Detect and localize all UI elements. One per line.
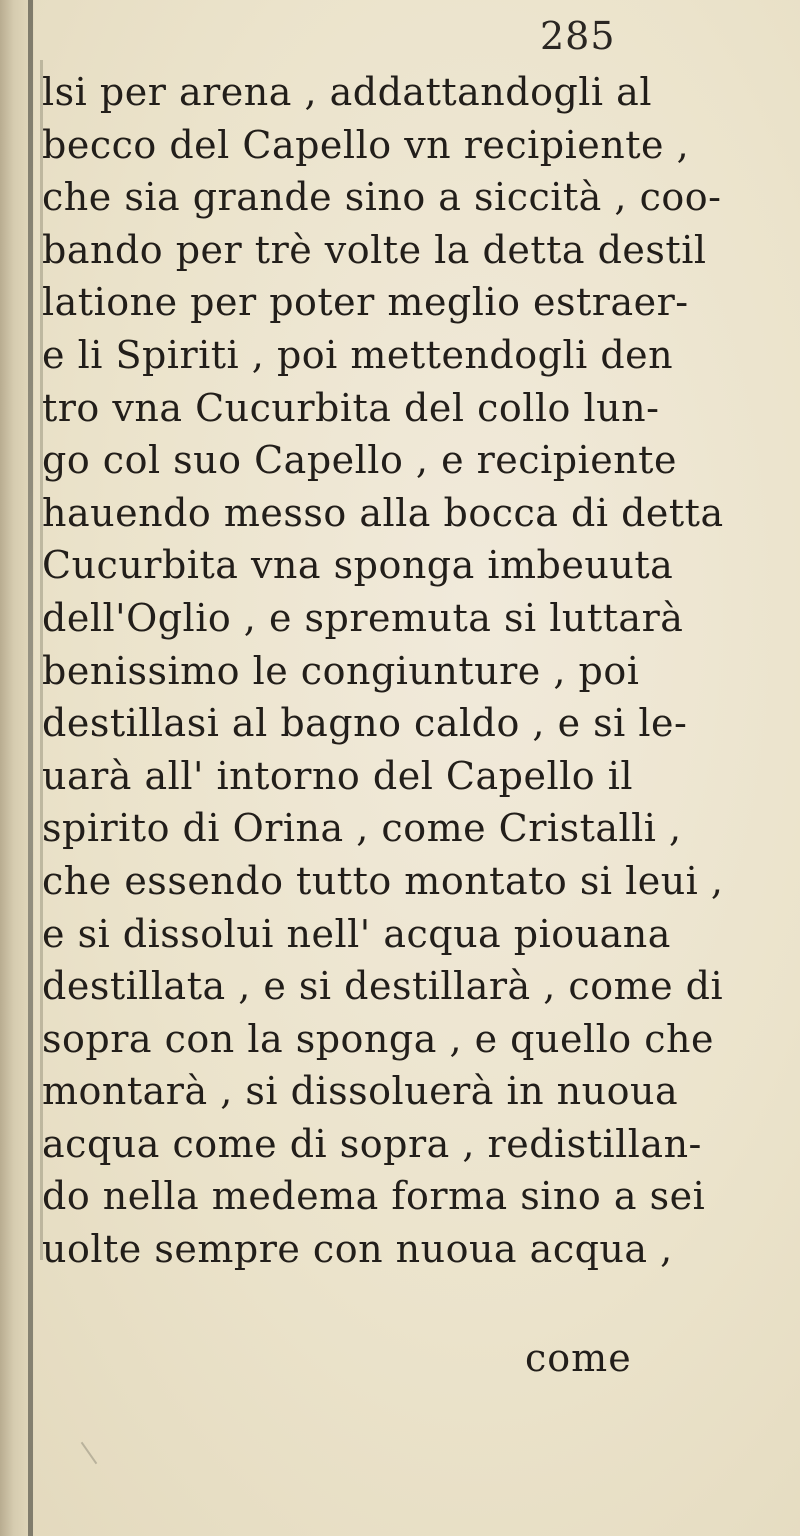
page-number: 285	[540, 14, 616, 58]
text-line: spirito di Orina , come Cristalli ,	[42, 806, 682, 851]
binding-shadow	[28, 0, 33, 1536]
text-line: hauendo messo alla bocca di detta	[42, 490, 724, 535]
text-line: uolte sempre con nuoua acqua ,	[42, 1227, 673, 1272]
text-line: lsi per arena , addattandogli al	[42, 70, 652, 114]
text-line: e si dissolui nell' acqua piouana	[42, 911, 671, 956]
paper-mark	[81, 1442, 98, 1464]
text-line: sopra con la sponga , e quello che	[42, 1016, 714, 1061]
text-line: che essendo tutto montato si leui ,	[42, 858, 724, 903]
text-line: benissimo le congiunture , poi	[42, 648, 640, 693]
text-line: uarà all' intorno del Capello il	[42, 753, 634, 798]
text-line: dell'Oglio , e spremuta si luttarà	[42, 595, 684, 640]
text-line: acqua come di sopra , redistillan-	[42, 1121, 702, 1166]
text-line: bando per trè volte la detta destil	[42, 227, 707, 272]
text-line: destillasi al bagno caldo , e si le-	[42, 701, 688, 746]
text-line: e li Spiriti , poi mettendogli den	[42, 332, 674, 377]
text-line: latione per poter meglio estraer-	[42, 280, 689, 325]
text-line: tro vna Cucurbita del collo lun-	[42, 385, 660, 430]
text-line: destillata , e si destillarà , come di	[42, 964, 724, 1009]
body-text	[42, 66, 782, 1276]
text-line: becco del Capello vn recipiente ,	[42, 122, 690, 167]
text-line: che sia grande sino a siccità , coo-	[42, 175, 722, 220]
text-line: Cucurbita vna sponga imbeuuta	[42, 543, 674, 588]
text-line: do nella medema forma sino a sei	[42, 1174, 706, 1219]
catchword: come	[525, 1336, 632, 1380]
text-line: montarà , si dissoluerà in nuoua	[42, 1069, 679, 1114]
text-line: go col suo Capello , e recipiente	[42, 438, 677, 483]
